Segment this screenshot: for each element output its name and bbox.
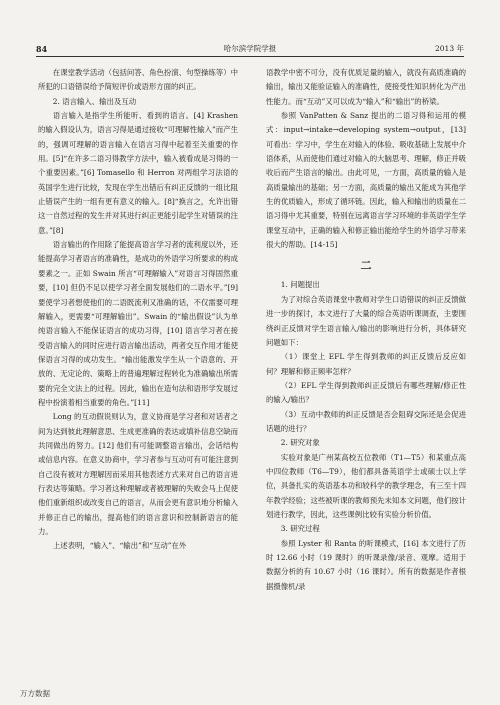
journal-title: 哈尔滨学院学报	[223, 44, 277, 53]
paragraph: 参照 VanPatten & Sanz 提出的二语习得和运用的模式：input→intake→developing system→output，[13] 可看出：学习中，学生在对输入的体验、吸收基础上发展中介语体系，从而使他们通过对输入的大脑思考、理解，修正并吸收后而产生语言的输出。由此可见，一方面，高质量的输入是高质量输出的基础；另一方面，高质量的输出又能成为其他学生的优质输入，形成了循环链。因此，输入和输出的质量在二语习得中尤其重要，特别在远离语言学习环境的非英语学生学课堂互动中，正确的输入和修正输出能给学生的外语学习带来很大的帮助。[14-15]	[266, 111, 469, 250]
page-number: 84	[36, 44, 48, 54]
paragraph: 参照 Lyster 和 Ranta 的听课模式，[16] 本文进行了历时 12.66 小时（19 课时）的听课录像/录音、观摩。适用于数据分析的有 10.67 小时（16 课时）。所有的数据是作者根据摄像机/录	[266, 538, 466, 591]
paragraph: 在课堂教学活动（包括问答、角色扮演、句型操练等）中所犯的口语错误给予简短评价或语形方面的纠正。	[38, 68, 238, 92]
section-number: 二	[360, 259, 372, 273]
paragraph: 上述表明，“输入”、“输出”和“互动”在外	[52, 541, 187, 551]
paragraph: 为了对综合英语课堂中教师对学生口语错误的纠正反馈做进一步的探讨，本文进行了大量的综合英语听课调查，主要围绕纠正反馈对学生语言输入/输出的影响进行分析，具体研究问题如下：	[266, 294, 466, 347]
paragraph: 语言输出的作用除了能提高语言学习者的流利度以外，还能提高学习者语言的准确性，是成功的外语学习所要求的构成要素之一。正如 Swain 所言“可理解输入”对语言习得固然重要，[10] 但仍不足以使学习者全面发展他们的二语水平。”[9] 要使学习者想使他们的二语既流利又准确的话，不仅需要可理解输入，更需要“可理解输出”。Swain 的“输出假设”认为单纯语言输入不能保证语言的成功习得，[10] 语言学习者在接受语言输入的同时应进行语言输出活动，两者交互作用才能使保语言习得的成功发生。“输出能激发学生从一个语意的、开放的、无定论的、策略上的普遍理解过程转化为准确输出所需要的完全文法上的过程。因此，输出在造句法和语形学发展过程中扮演着相当重要的角色。”[11]	[38, 240, 241, 407]
right-column	[266, 66, 469, 674]
paragraph: 语教学中密不可分，没有优质足量的输入，就没有高质准确的输出，输出又能验证输入的准确性，使接受性知识转化为产出性能力。而“互动”又可以成为“输入”和“输出”的桥梁。	[266, 68, 466, 106]
section-heading: 2. 语言输入、输出及互动	[52, 96, 137, 106]
research-question: （1）课堂上 EFL 学生得到教师的纠正反馈后反应如何？理解和修正频率怎样？	[266, 352, 466, 376]
section-heading: 2. 研究对象	[280, 438, 320, 448]
research-question: （2）EFL 学生得到教师纠正反馈后有哪些理解/修正性的输入/输出？	[266, 380, 466, 405]
section-heading: 3. 研究过程	[280, 524, 320, 534]
paragraph: 实验对象是广州某高校五位教师（T1—T5）和某重点高中四位教师（T6—T9），他们都具备英语学士或硕士以上学位，具备扎实的英语基本功和较科学的教学理念，有三至十四年教学经验；这些被听课的教师预先未知本文问题，他们按计划进行教学，因此，这些课例比较有实验分析价值。	[266, 452, 466, 519]
paragraph: 语言输入是指学生所能听、看到的语言。[4] Krashen 的输入假设认为，语言习得是通过接收“可理解性输入”而产生的，强调可理解的语言输入在语言习得中起着至关重要的作用。[5]“在许多二语习得教学方法中，输入被看成是习得的一个重要因素。”[6] Tomasello 和 Herron 对两组学习法语的英国学生进行比较，发现在学生出错后有纠正反馈的一组比阻止错误产生的一组有更有意义的输入。[8]“换言之，允许出错这一自然过程的发生并对其进行纠正更能引起学生对错误的注意。”[8]	[38, 111, 241, 235]
running-header	[36, 42, 464, 57]
paragraph: Long 的互动假说则认为，意义协商是学习者和对话者之间为达到彼此理解意思、生成更准确的表达或填补信息空缺而共同做出的努力。[12] 他们有可能调整语言输出，会话结构或信息内容。在意义协商中，学习者参与互动可有可能注意到自己没有被对方理解因而采用其他表述方式来对自己的语言进行表达等策略。学习者这种理解或者被理解的失败会马上促使他们重新组织或改变自己的语言，从而会更有意识地分析输入并修正自己的输出，提高他们的语言意识和控制新语言的能力。	[38, 412, 238, 536]
publication-year: 2013 年	[435, 44, 464, 53]
research-question: （3）互动中教师的纠正反馈是否会阻碍交际还是会促进话题的进行？	[266, 409, 466, 433]
source-watermark: 万方数据	[20, 689, 50, 698]
left-column	[38, 66, 241, 674]
section-heading: 1. 问题提出	[280, 280, 320, 290]
